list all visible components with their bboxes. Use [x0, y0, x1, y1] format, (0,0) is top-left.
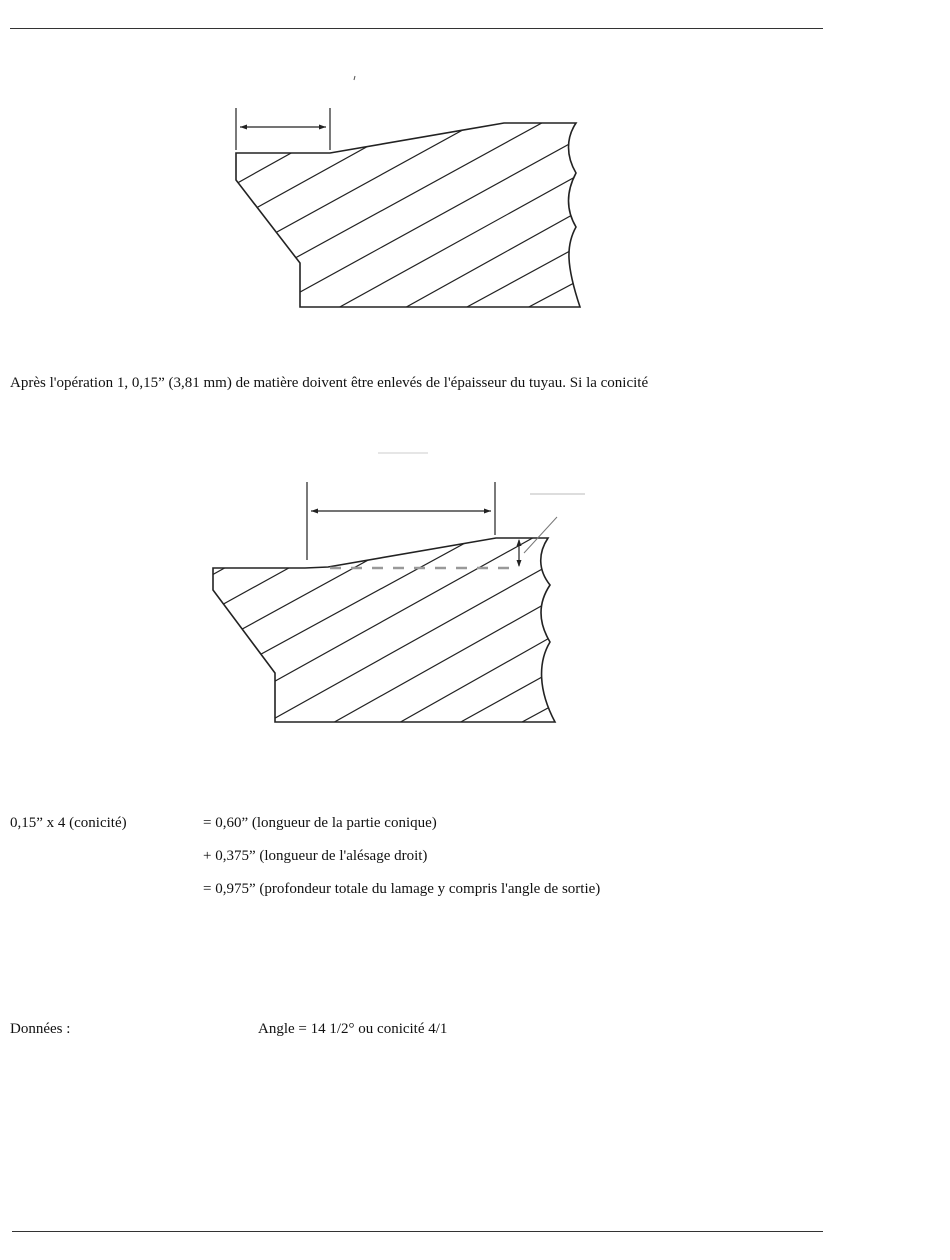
depth-arrowhead-bottom — [517, 560, 522, 567]
hatching — [200, 440, 600, 732]
taper-drawing — [200, 440, 600, 732]
bottom-rule — [12, 1231, 823, 1232]
leader-line — [524, 517, 557, 553]
arrowhead-left — [240, 125, 247, 130]
calculation-line-2: + 0,375” (longueur de l'alésage droit) — [203, 848, 428, 864]
hatching — [222, 70, 592, 318]
section-outline — [236, 123, 580, 307]
calculation-line-1: = 0,60” (longueur de la partie conique) — [203, 815, 437, 831]
calculation-line-3: = 0,975” (profondeur totale du lamage y compris l'angle de sortie) — [203, 881, 601, 897]
stray-mark — [354, 76, 355, 80]
arrowhead-right — [319, 125, 326, 130]
arrowhead-right — [484, 509, 491, 514]
arrowhead-left — [311, 509, 318, 514]
depth-arrowhead-top — [517, 539, 522, 546]
figure-taper-section — [200, 440, 600, 732]
counterbore-drawing — [222, 70, 592, 318]
calculation-lhs: 0,15” x 4 (conicité) — [10, 815, 127, 831]
given-value: Angle = 14 1/2° ou conicité 4/1 — [258, 1021, 448, 1037]
figure-counterbore-section — [222, 70, 592, 318]
top-rule — [10, 28, 823, 29]
given-label: Données : — [10, 1021, 71, 1037]
body-paragraph: Après l'opération 1, 0,15” (3,81 mm) de matière doivent être enlevés de l'épaisseur du tuyau. Si la conicité — [10, 375, 649, 391]
